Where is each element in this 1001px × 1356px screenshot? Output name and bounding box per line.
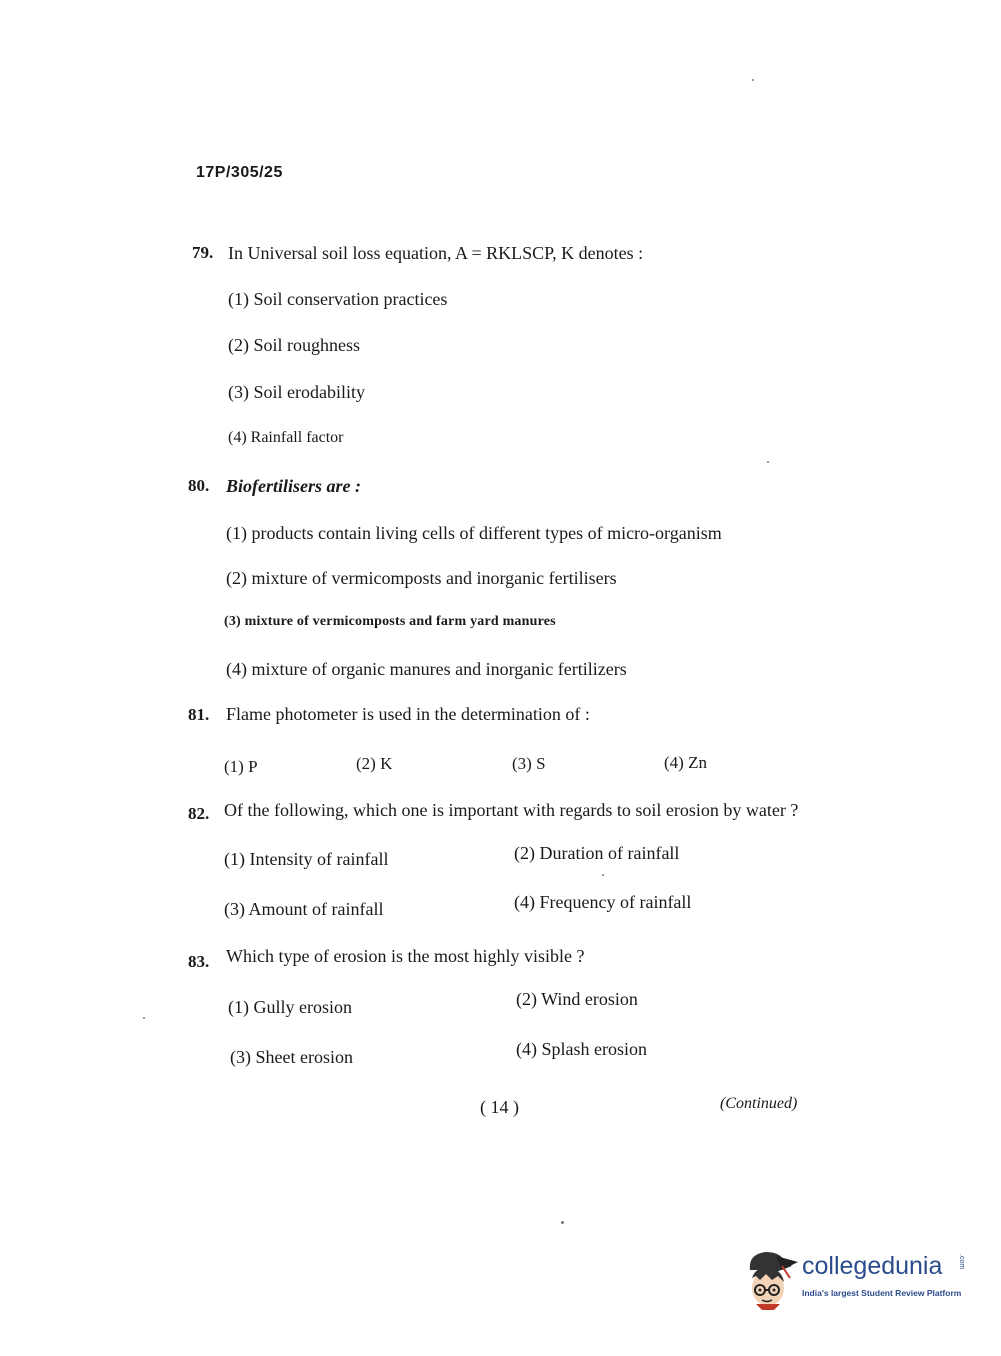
question-81-option-3: (3) S: [512, 754, 546, 773]
question-83-number: 83.: [188, 952, 210, 971]
question-79-option-4: (4) Rainfall factor: [228, 429, 344, 446]
mascot-icon: [742, 1248, 798, 1312]
question-82-text: Of the following, which one is important with regards to soil erosion by water ?: [224, 800, 799, 820]
question-82-option-3: (3) Amount of rainfall: [224, 899, 384, 919]
question-79-option-2: (2) Soil roughness: [228, 335, 360, 355]
question-80-option-1: (1) products contain living cells of different types of micro-organism: [226, 523, 722, 543]
page-number: ( 14 ): [480, 1097, 519, 1117]
question-83-option-3: (3) Sheet erosion: [230, 1047, 353, 1067]
paper-code: 17P/305/25: [196, 164, 283, 181]
continued-label: (Continued): [720, 1095, 798, 1112]
scan-speck: [561, 1221, 564, 1224]
question-81-text: Flame photometer is used in the determination of :: [226, 704, 590, 724]
question-81-option-4: (4) Zn: [664, 753, 707, 772]
question-81-number: 81.: [188, 705, 210, 724]
question-83-option-4: (4) Splash erosion: [516, 1039, 647, 1059]
question-80-number: 80.: [188, 476, 210, 495]
question-83-option-1: (1) Gully erosion: [228, 997, 352, 1017]
scan-speck: [752, 79, 754, 81]
question-80-text: Biofertilisers are :: [226, 476, 361, 496]
question-82-option-4: (4) Frequency of rainfall: [514, 892, 692, 912]
question-79-option-3: (3) Soil erodability: [228, 382, 365, 402]
logo-wordmark: collegedunia: [802, 1252, 943, 1280]
logo-tagline: India's largest Student Review Platform: [802, 1288, 962, 1298]
question-79-text: In Universal soil loss equation, A = RKLSCP, K denotes :: [228, 243, 644, 263]
question-82-number: 82.: [188, 804, 210, 823]
question-80-option-2: (2) mixture of vermicomposts and inorganic fertilisers: [226, 568, 617, 588]
question-82-option-1: (1) Intensity of rainfall: [224, 849, 389, 869]
scan-speck: [767, 461, 769, 463]
scan-speck: [602, 874, 604, 876]
question-80-option-4: (4) mixture of organic manures and inorganic fertilizers: [226, 659, 627, 679]
question-83-text: Which type of erosion is the most highly visible ?: [226, 946, 585, 966]
logo-domain-suffix: .com: [958, 1254, 965, 1270]
question-79-number: 79.: [192, 243, 214, 262]
question-82-option-2: (2) Duration of rainfall: [514, 843, 680, 863]
collegedunia-watermark: [742, 1248, 970, 1312]
question-81-option-1: (1) P: [224, 757, 258, 776]
question-80-option-3: (3) mixture of vermicomposts and farm yard manures: [224, 614, 556, 629]
question-83-option-2: (2) Wind erosion: [516, 989, 638, 1009]
question-81-option-2: (2) K: [356, 754, 393, 773]
question-79-option-1: (1) Soil conservation practices: [228, 289, 448, 309]
scan-speck: [143, 1017, 145, 1019]
